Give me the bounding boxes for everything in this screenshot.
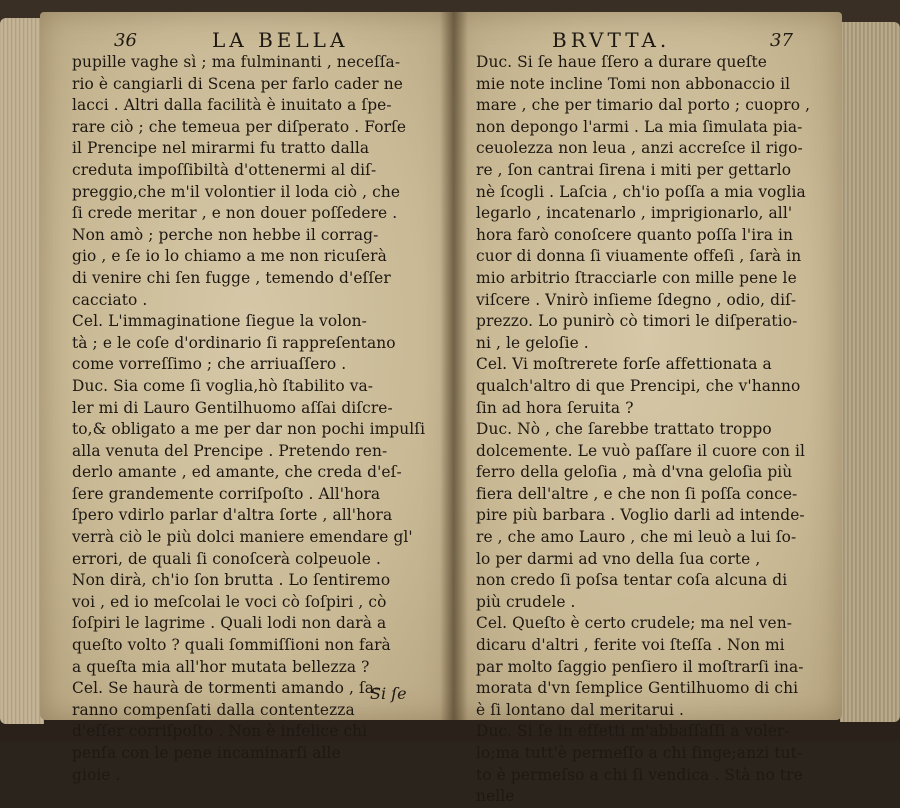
text-line: rare ciò ; che temeua per diſperato . Forſe [72,117,407,136]
text-line: mio arbitrio ſtracciarle con mille pene le [476,268,797,287]
text-line: Cel. L'immaginatione ſiegue la volon- [72,312,367,331]
text-line: derlo amante , ed amante, che creda d'eſ- [72,463,402,482]
text-line: Duc. Si ſe in effetti m'abbaſſaſſi a voler- [476,722,790,741]
text-line: verrà ciò le più dolci maniere emendare gl' [72,528,413,547]
text-line: ſoſpiri le lagrime . Quali lodi non darà a [72,614,387,633]
text-line: preggio,che m'il volontier il loda ciò , che [72,182,401,201]
text-line: è ſi lontano dal meritarui . [476,700,685,719]
text-line: ſpero vdirlo parlar d'altra ſorte , all'hora [72,506,393,525]
text-line: gioie . [72,765,121,784]
text-line: re , che amo Lauro , che mi leuò a lui ſo- [476,528,797,547]
text-line: penſa con le pene incaminarſi alle [72,744,341,762]
text-line: più crudele . [476,592,576,611]
text-line: to,& obligato a me per dar non pochi impulſi [72,420,426,439]
text-line: pupille vaghe sì ; ma fulminanti , neceſſa- [72,53,401,71]
left-page [40,12,456,784]
text-line: lo per darmi ad vno della ſua corte , [476,549,761,568]
text-line: Duc. Nò , che ſarebbe trattato troppo [476,420,772,439]
right-page-text [476,52,814,808]
text-line: re , ſon cantrai ſirena i miti per gettarlo [476,160,792,179]
text-line: lacci . Altri dalla facilità è inuitato a ſpe- [72,96,392,115]
left-running-head: LA BELLA [212,28,349,52]
text-line: Cel. Vi moſtrerete forſe affettionata a [476,355,772,374]
text-line: Non dirà, ch'io ſon brutta . Lo ſentiremo [72,571,391,590]
text-line: dicaru d'altri , ferite voi ſteſſa . Non mi [476,636,785,655]
text-line: qualch'altro di que Prencipi, che v'hanno [476,376,801,395]
text-line: tà ; e le coſe d'ordinario ſi rappreſentano [72,333,396,352]
right-running-head: BRVTTA. [552,28,671,52]
text-line: queſto volto ? quali ſommiſſioni non farà [72,636,391,655]
text-line: Duc. Sia come ſi voglia,hò ſtabilito va- [72,376,374,395]
text-line: ferro della geloſia , mà d'vna geloſia più [476,463,793,482]
left-page-text [72,52,440,786]
text-line: par molto ſaggio penſiero il moſtrarſi ina- [476,657,804,676]
text-line: ſere grandemente corriſpoſto . All'hora [72,484,381,503]
text-line: il Prencipe nel mirarmi fu tratto dalla [72,139,370,158]
text-line: dolcemente. Le vuò paſſare il cuore con il [476,441,806,460]
text-line: a queſta mia all'hor mutata bellezza ? [72,657,370,676]
text-line: ceuolezza non leua , anzi accreſce il rigo- [476,139,803,158]
text-line: fiera dell'altre , e che non ſi poſſa conce- [476,484,798,503]
text-line: Duc. Si ſe haue ſſero a durare queſte [476,53,768,71]
book-gutter [440,12,468,720]
text-line: ſin ad hora ſeruita ? [476,398,634,417]
text-line: to è permeſso a chi ſi vendica . Stà no tre [476,765,803,784]
text-line: nè ſcogli . Laſcia , ch'io poſſa a mia voglia [476,182,806,201]
text-line: non depongo l'armi . La mia ſimulata pia- [476,117,803,136]
right-page [452,12,842,806]
text-line: Cel. Queſto è certo crudele; ma nel ven- [476,614,793,633]
text-line: ſi crede meritar , e non douer poſſedere . [72,204,398,223]
right-page-edges [840,22,900,722]
text-line: non credo ſi poſsa tentar coſa alcuna di [476,571,788,590]
left-page-edges [0,18,44,724]
text-line: ler mi di Lauro Gentilhuomo aſſai diſcre- [72,398,393,417]
text-line: viſcere . Vnirò inſieme ſdegno , odio, diſ- [476,290,797,309]
text-line: gio , e ſe io lo chiamo a me non ricuſerà [72,247,387,266]
text-line: Non amò ; perche non hebbe il corrag- [72,225,379,244]
text-line: cuor di donna ſi viuamente offeſi , ſarà in [476,247,802,266]
text-line: ranno compenſati dalla contentezza [72,700,355,719]
text-line: legarlo , incatenarlo , imprigionarlo, all' [476,204,793,223]
text-line: errori, de quali ſi conoſcerà colpeuole . [72,549,381,568]
left-catchword: Si ſe [370,684,407,703]
text-line: lo;ma tutt'è permeſſo a chi finge;anzi tut- [476,744,803,762]
text-line: come vorreſſimo ; che arriuaſſero . [72,355,347,374]
text-line: mie note incline Tomi non abbonaccio il [476,74,791,93]
text-line: pire più barbara . Voglio darli ad intende- [476,506,805,525]
text-line: d'eſſer corriſpoſto . Non è infelice chi [72,722,368,741]
text-line: Cel. Se haurà de tormenti amando , ſa- [72,679,380,698]
text-line: creduta impoſſibiltà d'ottenermi al diſ- [72,160,377,179]
text-line: mare , che per timario dal porto ; cuopro , [476,96,811,115]
text-line: cacciato . [72,290,148,309]
text-line: nelle [476,787,515,806]
right-page-number: 37 [770,30,793,51]
text-line: morata d'vn ſemplice Gentilhuomo di chi [476,679,799,698]
text-line: hora farò conoſcere quanto poſſa l'ira in [476,225,794,244]
text-line: voi , ed io meſcolai le voci cò ſoſpiri , cò [72,592,387,611]
text-line: prezzo. Lo punirò cò timori le diſperatio- [476,312,798,331]
text-line: ni , le geloſie . [476,333,589,352]
text-line: di venire chi ſen fugge , temendo d'eſſer [72,268,391,287]
left-page-number: 36 [114,30,137,51]
text-line: alla venuta del Prencipe . Pretendo ren- [72,441,388,460]
text-line: rio è cangiarli di Scena per farlo cader ne [72,74,403,93]
